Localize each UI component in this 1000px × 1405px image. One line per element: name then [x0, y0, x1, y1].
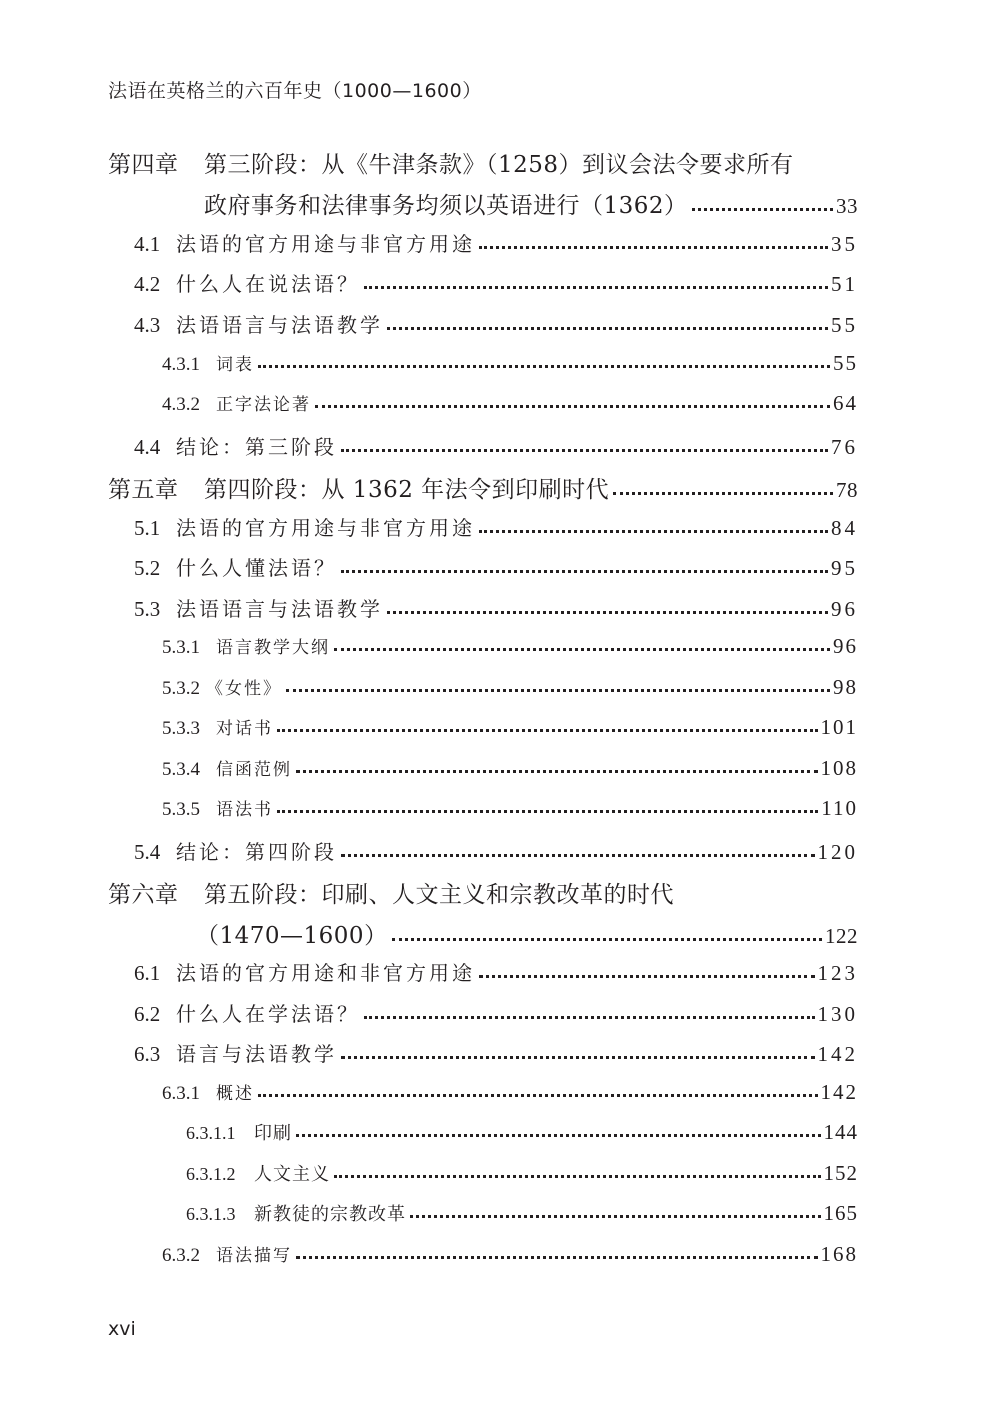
dot-leader	[479, 962, 815, 980]
section-number: 4.3	[134, 313, 161, 337]
section-title: 法语的官方用途与非官方用途	[176, 232, 475, 256]
page-number: 120	[817, 840, 858, 864]
chapter-5-title: 第四阶段：从 1362 年法令到印刷时代	[204, 477, 610, 503]
dot-leader	[341, 1043, 815, 1061]
section-number: 4.1	[134, 232, 161, 256]
page-number: 165	[823, 1201, 858, 1225]
dot-leader	[387, 314, 828, 332]
dot-leader	[692, 195, 833, 213]
toc-entry-6-3-1[interactable]	[162, 1079, 858, 1109]
section-title: 法语的官方用途与非官方用途	[176, 516, 475, 540]
page-number: 168	[820, 1242, 858, 1266]
dot-leader	[258, 352, 830, 370]
section-number: 5.3.3	[162, 718, 200, 739]
section-title: 什么人懂法语？	[176, 556, 337, 580]
section-number: 5.3	[134, 597, 161, 621]
page-number: 144	[823, 1120, 858, 1144]
chapter-4-title-line1: 第三阶段：从《牛津条款》（1258）到议会法令要求所有	[204, 152, 794, 178]
section-title: 语法描写	[216, 1246, 292, 1266]
dot-leader	[315, 392, 830, 410]
section-number: 4.3.1	[162, 354, 200, 375]
dot-leader	[296, 1243, 818, 1261]
toc-entry-4-3-2[interactable]	[162, 390, 858, 420]
page-number: 130	[817, 1002, 858, 1026]
dot-leader	[286, 676, 830, 694]
page-folio: xvi	[108, 1318, 136, 1340]
dot-leader	[296, 757, 818, 775]
section-number: 5.3.1	[162, 637, 200, 658]
section-number: 5.4	[134, 840, 161, 864]
toc-chapter-4-title-line1[interactable]	[108, 146, 868, 176]
dot-leader	[341, 436, 828, 454]
section-title: 法语语言与法语教学	[176, 313, 383, 337]
toc-entry-6-1[interactable]	[134, 957, 858, 987]
section-number: 6.1	[134, 961, 161, 985]
page-number: 35	[831, 232, 858, 256]
section-number: 5.3.2	[162, 678, 200, 699]
page-number: 110	[821, 796, 858, 820]
section-title: 对话书	[216, 719, 273, 739]
page-number: 76	[831, 435, 858, 459]
dot-leader	[364, 273, 828, 291]
toc-entry-5-3-4[interactable]	[162, 755, 858, 785]
toc-entry-5-1[interactable]	[134, 512, 858, 542]
toc-entry-5-3-1[interactable]	[162, 633, 858, 663]
page-number: 55	[833, 351, 858, 375]
section-number: 6.3.2	[162, 1245, 200, 1266]
section-number: 6.3	[134, 1042, 161, 1066]
dot-leader	[392, 925, 822, 943]
toc-entry-4-1[interactable]	[134, 228, 858, 258]
toc-entry-5-3-2[interactable]	[162, 674, 858, 704]
toc-entry-6-3-2[interactable]	[162, 1241, 858, 1271]
page-number: 101	[820, 715, 858, 739]
page-number: 84	[831, 516, 858, 540]
section-title: 正字法论著	[216, 395, 311, 415]
section-number: 4.3.2	[162, 394, 200, 415]
toc-entry-4-4[interactable]	[134, 431, 858, 461]
page-number: 95	[831, 556, 858, 580]
toc-chapter-4-title-line2[interactable]	[204, 187, 858, 217]
chapter-4-title-line2: 政府事务和法律事务均须以英语进行（1362）	[204, 193, 688, 219]
toc-entry-6-2[interactable]	[134, 998, 858, 1028]
section-number: 6.3.1	[162, 1083, 200, 1104]
section-title: 概述	[216, 1084, 254, 1104]
dot-leader	[334, 1162, 821, 1180]
section-title: 《女性》	[206, 679, 282, 699]
section-number: 5.1	[134, 516, 161, 540]
section-number: 5.3.5	[162, 799, 200, 820]
page-number: 142	[820, 1080, 858, 1104]
toc-entry-6-3-1-1[interactable]	[186, 1119, 858, 1149]
dot-leader	[613, 479, 833, 497]
page-number: 96	[833, 634, 858, 658]
toc-entry-5-3-3[interactable]	[162, 714, 858, 744]
dot-leader	[258, 1081, 818, 1099]
section-title: 法语的官方用途和非官方用途	[176, 961, 475, 985]
page-number: 142	[817, 1042, 858, 1066]
toc-chapter-6-title-line2[interactable]	[196, 917, 858, 947]
dot-leader	[387, 598, 828, 616]
toc-entry-5-3[interactable]	[134, 593, 858, 623]
section-title: 语法书	[216, 800, 273, 820]
dot-leader	[341, 557, 828, 575]
page-number: 33	[836, 194, 858, 218]
section-title: 印刷	[254, 1123, 292, 1144]
section-number: 6.2	[134, 1002, 161, 1026]
section-number: 5.3.4	[162, 759, 200, 780]
section-number: 4.2	[134, 272, 161, 296]
toc-entry-4-3[interactable]	[134, 309, 858, 339]
chapter-6-title-line1: 第五阶段：印刷、人文主义和宗教改革的时代	[204, 882, 674, 908]
section-number: 6.3.1.3	[186, 1204, 236, 1224]
page-number: 123	[817, 961, 858, 985]
dot-leader	[334, 635, 830, 653]
section-number: 4.4	[134, 435, 161, 459]
toc-entry-6-3-1-3[interactable]	[186, 1200, 858, 1230]
toc-entry-5-4[interactable]	[134, 836, 858, 866]
chapter-4-label: 第四章	[108, 152, 179, 178]
page-number: 122	[825, 924, 858, 948]
dot-leader	[479, 517, 828, 535]
toc-entry-6-3[interactable]	[134, 1038, 858, 1068]
toc-entry-5-3-5[interactable]	[162, 795, 858, 825]
section-title: 信函范例	[216, 760, 292, 780]
page-number: 51	[831, 272, 858, 296]
section-title: 语言教学大纲	[216, 638, 330, 658]
page-number: 98	[833, 675, 858, 699]
section-number: 6.3.1.1	[186, 1123, 236, 1143]
chapter-6-title-line2: （1470—1600）	[196, 923, 388, 949]
dot-leader	[364, 1003, 815, 1021]
section-title: 语言与法语教学	[176, 1042, 337, 1066]
page-number: 55	[831, 313, 858, 337]
dot-leader	[479, 233, 828, 251]
section-title: 什么人在学法语？	[176, 1002, 360, 1026]
page-number: 78	[836, 478, 858, 502]
toc-entry-6-3-1-2[interactable]	[186, 1160, 858, 1190]
section-title: 法语语言与法语教学	[176, 597, 383, 621]
section-title: 结论：第三阶段	[176, 435, 337, 459]
chapter-5-label: 第五章	[108, 477, 179, 503]
section-number: 5.2	[134, 556, 161, 580]
page-number: 152	[823, 1161, 858, 1185]
section-title: 新教徒的宗教改革	[254, 1204, 406, 1225]
section-title: 什么人在说法语？	[176, 272, 360, 296]
running-header: 法语在英格兰的六百年史（1000—1600）	[108, 80, 482, 102]
toc-chapter-6-title-line1[interactable]	[108, 876, 868, 906]
toc-entry-5-2[interactable]	[134, 552, 858, 582]
section-title: 结论：第四阶段	[176, 840, 337, 864]
section-number: 6.3.1.2	[186, 1164, 236, 1184]
dot-leader	[277, 716, 818, 734]
section-title: 人文主义	[254, 1164, 330, 1185]
section-title: 词表	[216, 355, 254, 375]
toc-entry-4-2[interactable]	[134, 268, 858, 298]
dot-leader	[277, 797, 818, 815]
page-number: 108	[820, 756, 858, 780]
page-number: 64	[833, 391, 858, 415]
dot-leader	[410, 1202, 821, 1220]
chapter-6-label: 第六章	[108, 882, 179, 908]
page-number: 96	[831, 597, 858, 621]
dot-leader	[296, 1121, 821, 1139]
toc-entry-4-3-1[interactable]	[162, 350, 858, 380]
toc-chapter-5[interactable]	[108, 471, 858, 501]
dot-leader	[341, 841, 815, 859]
